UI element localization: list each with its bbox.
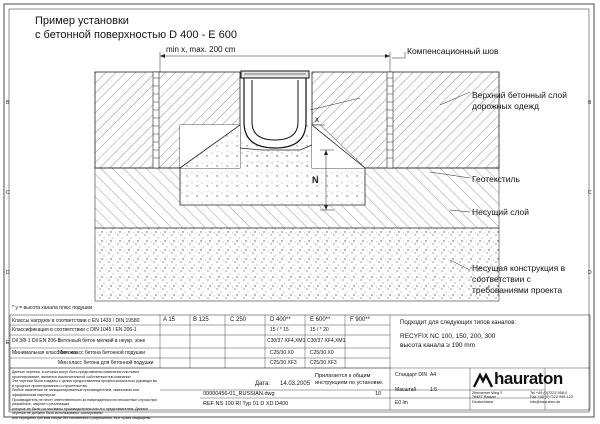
legal-note-line6: или переданы третьим лицам без письменного разрешения. Все права защищены. [12,415,152,420]
row4-d: C25/30 X0 [270,350,294,356]
callout-base-line3: требованиями проекта [472,285,563,295]
row4-desc: Мин. класс бетона бетонной подушки [58,350,145,356]
contact-address-line1: Zimmerner Weg 2 [472,391,503,395]
dimension-top-label: min x, max. 200 cm [166,45,236,54]
frame-letter-c: C [6,190,10,196]
class-b125: B 125 [193,317,209,323]
date-value: 14.03.2005 [280,381,311,387]
base-layer [95,228,499,301]
frame-letter-b: B [6,100,10,106]
row5-desc: Мин класс бетона для бетонной подушки [58,360,154,366]
row4-label: Минимальная класс бетона [12,350,77,356]
class-e600: E 600** [310,317,331,323]
row3-d: C30/37 XF4,XM1 [267,338,306,344]
contact-address-line2: 76437 Rastatt [472,395,496,400]
legal-note-line3: Любые изменения не санкционированные производителем, заказчиком или официальным партнером. [12,388,139,397]
contact-web-line: info@hauraton.de [530,399,561,404]
row3-label: Dil 3/8-1 Dil EN 206-1 [12,338,61,344]
contact-country: Deutschland [472,399,494,404]
contact-fax-line: Fax +49 (0)7222 958-123 [530,395,573,400]
suitable-products: RECYFIX NC 100, 150, 200, 300 [400,333,496,340]
callout-base-line1: Несущая конструкция в [472,263,566,273]
standard-label: Стандарт DIN [395,372,428,378]
frame-letter-e: E [6,340,10,346]
callout-top-concrete-line1: Верхний бетонный слой [472,90,567,100]
class-f900: F 900** [350,317,371,323]
legal-note-line1: Данные чертежи, в которых могут быть представлены изменения или новое проектирование, являются исключительной собственностью компании [12,370,140,379]
description [315,373,384,387]
row2-label: Классификация в соответствии с DIN 1045 / EN 206-1 [12,327,137,333]
callout-expansion-joint: Компенсационный шов [407,46,499,56]
contact-phone-line: Tel +49 (0)7222 958-0 [530,391,568,395]
scale-value: 1:5 [430,387,437,393]
frame-letter-c-right: C [588,190,592,196]
drainage-channel [244,76,306,148]
suitable-height: высота канала ≥ 190 mm [400,342,476,349]
date-label: Дата: [255,381,270,387]
standard-value: A4 [430,372,437,378]
title-line-1: Пример установки [35,15,129,27]
row5-d: C25/30 XF3 [270,360,297,366]
callout-geotextile: Геотекстиль [472,174,520,184]
unit: E0 lm [395,400,408,406]
suitable-heading: Подходит для следующих типов каналов: [400,320,517,326]
legal-note-line2: Эти чертежи были созданы с целью предоставления профессионального руководства в процессе проектирования и строительства. [12,379,157,388]
class-c250: C 250 [230,317,247,323]
frame-letter-d: D [6,270,10,276]
logo-mark-icon [472,371,494,389]
dimension-x-label: x [315,115,319,124]
legal-note [12,370,158,421]
row5-e: C25/30 XF3 [310,360,337,366]
class-d400: D 400** [270,317,291,323]
class-a15: A 15 [163,317,176,323]
row1-label: Классы нагрузок в соответствии с EN 1433 / DIN 19580 [12,318,140,324]
drawing-title [35,14,237,42]
callout-top-concrete-line2: дорожных одежд [472,101,539,111]
grate [241,71,309,78]
expansion-joint-left [153,72,159,168]
legal-note-line4: Производитель не несет ответственности за повреждения или несчастные случаи при разработке, закупке и реализации, [12,397,157,407]
callout-base-line2: соответствии с [472,274,531,284]
callout-bearing-layer: Несущий слой [472,207,529,217]
row2-d: 15 / * 15 [270,327,289,333]
frame-letter-d-right: D [588,270,592,276]
expansion-joint-right [387,72,393,168]
reference: REF NS 100 RI Typ 01 D XD D400 [203,401,289,407]
footnote: * y = высота канала плюс подушки [12,305,93,311]
title-line-2: с бетонной поверхностью D 400 - E 600 [35,29,238,41]
row4-e: C25/30 X0 [310,350,334,356]
legal-note-line5: которые не были согласованы производителем или его представителем. Данные чертежи не должны быть использованы, скопированы [12,406,149,416]
drawing-number: 00000456-01_RUSSIAN.dwg [203,391,275,397]
frame-letter-b-right: B [588,100,592,106]
brand-name: hauraton [494,369,563,388]
contact-phone [530,391,588,404]
sheet-number: 10 [375,391,382,397]
hauraton-logo [472,371,588,389]
dimension-n-label: N [312,175,319,185]
row3-desc: Бетонный бетон мелкий в неукр. зоне [58,338,146,344]
row2-e: 15 / * 20 [310,327,329,333]
description-line1: Прилагается к общим [315,373,371,379]
scale-label: Масштаб [395,387,417,393]
description-line2: инструкциям по установке. [315,380,384,386]
callout-base [472,263,565,296]
callout-top-concrete [472,90,567,112]
row3-e: C30/37 XF4,XM1 [307,338,346,344]
